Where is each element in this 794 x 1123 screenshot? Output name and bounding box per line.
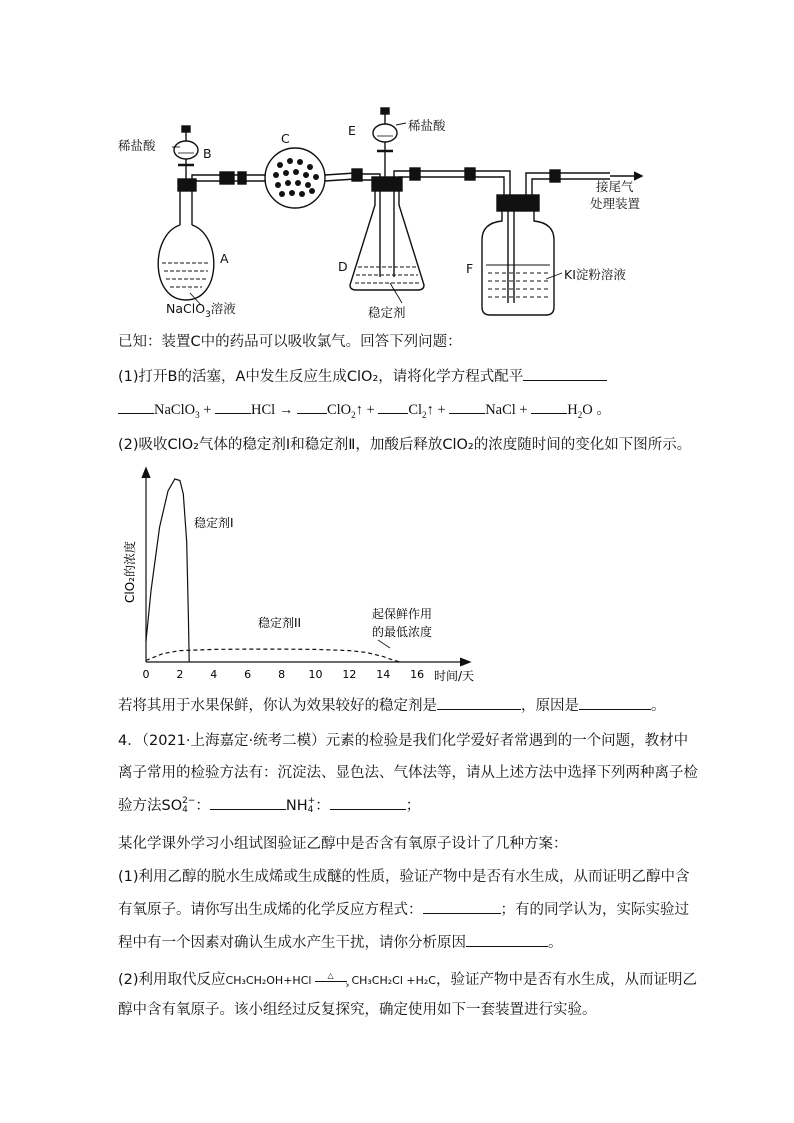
x-tick-label: 4 (210, 668, 218, 681)
x-tick-label: 12 (342, 668, 357, 681)
q2-answer-line (118, 695, 666, 716)
equation-line (118, 399, 611, 425)
colon: ： (315, 798, 330, 814)
reason-blank-2[interactable] (466, 932, 548, 947)
label-e: E (348, 123, 356, 138)
q1-line (118, 366, 607, 387)
p1-line1: (1)利用乙醇的脱水生成烯或生成醚的性质，验证产物中是否有水生成，从而证明乙醇中含 (118, 869, 690, 885)
answer-blank[interactable] (523, 366, 607, 381)
eq-sub: 2 (422, 409, 427, 420)
label-d: D (338, 259, 348, 274)
p2-line1-text: (2)利用取代反应 (118, 972, 226, 988)
concentration-chart (118, 462, 488, 692)
eq-plus: ↑ + (355, 402, 379, 418)
series-line-2 (146, 649, 400, 662)
eq-plus: + (199, 402, 216, 418)
p1-line3-end: 。 (548, 935, 563, 951)
semicolon: ； (405, 798, 421, 814)
reason-blank[interactable] (579, 695, 651, 710)
heat-symbol: △ (327, 971, 334, 980)
q4-line1: 4．（2021·上海嘉定·统考二模）元素的检验是我们化学爱好者常遇到的一个问题，教材中 (118, 733, 689, 749)
coef-blank-2[interactable] (215, 399, 251, 414)
p1-line3 (118, 932, 563, 953)
annotation-line2: 的最低浓度 (372, 625, 433, 639)
so4-blank[interactable] (210, 795, 286, 810)
p1-line3-text: 程中有一个因素对确认生成水产生干扰，请你分析原因 (118, 935, 466, 951)
so4-sub: 4 (182, 805, 188, 815)
annotation-pointer (378, 640, 390, 648)
label-naclo3: NaClO$_3$溶液 (166, 301, 236, 320)
eq-clo2: ClO (326, 402, 352, 418)
stabilizer-blank[interactable] (437, 695, 521, 710)
q4-line2: 离子常用的检验方法有：沉淀法、显色法、气体法等，请从上述方法中选择下列两种离子检 (118, 765, 698, 781)
label-tail1: 接尾气 (596, 179, 634, 194)
series-line-1 (146, 479, 189, 662)
p1-line2-tail: ；有的同学认为，实际实验过 (500, 902, 689, 918)
coef-blank-4[interactable] (378, 399, 408, 414)
q2-end: 。 (651, 698, 666, 714)
p-intro: 某化学课外学习小组试图验证乙醇中是否含有氧原子设计了几种方案： (118, 836, 568, 852)
coef-blank-5[interactable] (449, 399, 485, 414)
p2-eq-arrow: › △ (311, 974, 351, 984)
eq-hcl: HCl → (251, 402, 297, 418)
p2-line2: 醇中含有氧原子。该小组经过反复探究，确定使用如下一套装置进行实验。 (118, 1002, 597, 1018)
label-tail2: 处理装置 (590, 196, 641, 211)
label-acid-left: 稀盐酸 (118, 138, 156, 153)
eq-h2o: H (567, 402, 578, 418)
x-tick-label: 10 (308, 668, 323, 681)
q2-after-text: 若将其用于水果保鲜，你认为效果较好的稳定剂是 (118, 698, 437, 714)
series-label-1: 稳定剂I (194, 516, 234, 530)
q4-line3 (118, 795, 420, 816)
x-tick-label: 0 (142, 668, 150, 681)
so4-charge (182, 797, 195, 815)
series-label-2: 稳定剂II (258, 616, 302, 630)
apparatus-diagram (110, 95, 690, 320)
x-tick-label: 6 (244, 668, 252, 681)
chart-xlabel: 时间/天 (434, 669, 475, 683)
eq-cl2: Cl (408, 402, 423, 418)
coef-blank-3[interactable] (297, 399, 327, 414)
nh4-sub: 4 (307, 805, 314, 815)
eq-plus: ↑ + (426, 402, 450, 418)
label-c: C (281, 131, 290, 146)
eq-naclo3: NaClO (154, 402, 196, 418)
q2-line: (2)吸收ClO₂气体的稳定剂Ⅰ和稳定剂Ⅱ，加酸后释放ClO₂的浓度随时间的变化如下图所示。 (118, 437, 692, 453)
x-tick-label: 14 (376, 668, 391, 681)
coef-blank-6[interactable] (531, 399, 567, 414)
so4-label: 验方法SO (118, 798, 183, 814)
p2-line1-tail: ，验证产物中是否有水生成，从而证明乙 (435, 972, 697, 988)
x-tick-label: 16 (410, 668, 425, 681)
eq-nacl: NaCl + (485, 402, 532, 418)
p2-eq-left: CH₃CH₂OH+HCl (225, 974, 312, 987)
coef-blank-1[interactable] (118, 399, 154, 414)
eq-sub: 2 (577, 409, 583, 420)
p2-eq-right: CH₃CH₂Cl +H₂C (351, 974, 436, 987)
so4-sup: 2− (182, 796, 196, 806)
q1-text: (1)打开B的活塞，A中发生反应生成ClO₂，请将化学方程式配平 (118, 369, 524, 385)
nh4-blank[interactable] (330, 795, 406, 810)
x-tick-label: 8 (278, 668, 286, 681)
q2-reason-text: ，原因是 (521, 698, 579, 714)
label-b: B (203, 146, 212, 161)
label-stabilizer: 稳定剂 (368, 305, 406, 320)
eq-sub: 3 (195, 409, 200, 420)
chart-ylabel: ClO₂的浓度 (123, 541, 137, 603)
p2-line1 (118, 970, 697, 991)
annotation-line1: 起保鲜作用 (372, 607, 433, 621)
label-ki: KI淀粉溶液 (564, 267, 626, 282)
nh4-sup: + (307, 796, 316, 806)
p1-line2-text: 有氧原子。请你写出生成烯的化学反应方程式： (118, 902, 423, 918)
eq-end: O 。 (582, 402, 611, 418)
label-acid-right: 稀盐酸 (408, 118, 446, 133)
equation-blank[interactable] (423, 899, 501, 914)
x-tick-label: 2 (176, 668, 184, 681)
colon: ： (195, 798, 210, 814)
nh4-label: NH (285, 798, 308, 814)
label-f: F (466, 261, 474, 276)
known-line: 已知：装置C中的药品可以吸收氯气。回答下列问题： (118, 334, 462, 350)
label-a: A (220, 251, 229, 266)
eq-sub: 2 (351, 409, 356, 420)
p1-line2 (118, 899, 689, 920)
